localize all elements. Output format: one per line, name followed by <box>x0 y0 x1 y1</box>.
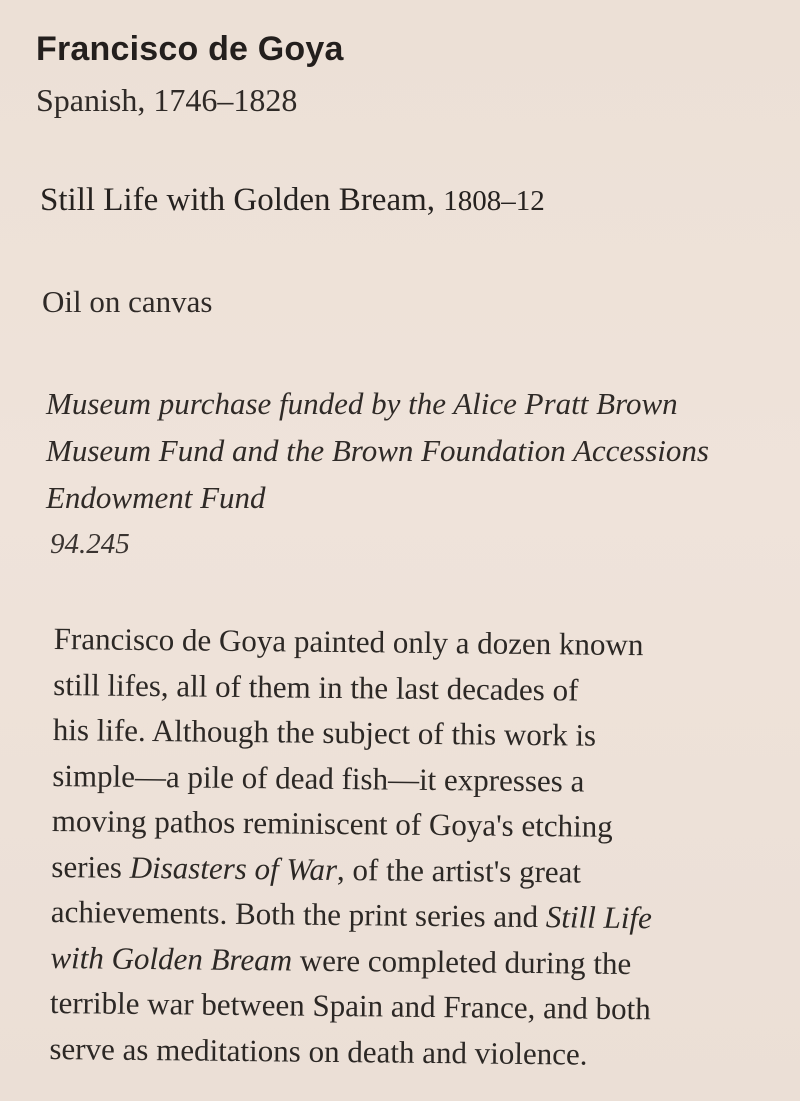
accession-number: 94.245 <box>50 528 130 560</box>
description-line: serve as meditations on death and violence. <box>49 1030 588 1072</box>
artwork-title-italic-part1: Still Life <box>545 899 653 936</box>
description-line: still lifes, all of them in the last decades of <box>53 666 579 707</box>
credit-line-1: Museum purchase funded by the Alice Pratt Brown <box>46 386 678 421</box>
credit-line-3: Endowment Fund <box>46 480 266 515</box>
credit-line <box>46 380 786 521</box>
artwork-date: 1808–12 <box>443 185 545 217</box>
series-title-disasters-of-war: Disasters of War <box>129 849 338 887</box>
artwork-title-italic-part2: with Golden Bream <box>50 939 293 978</box>
description-text: were completed during the <box>291 942 632 981</box>
description-line <box>50 934 790 987</box>
description-line: Francisco de Goya painted only a dozen known <box>53 620 644 663</box>
description-line: simple—a pile of dead fish—it expresses a <box>52 757 585 799</box>
description-text: , of the artist's great <box>336 851 582 890</box>
description-line: moving pathos reminiscent of Goya's etching <box>51 802 613 844</box>
description-paragraph <box>49 616 794 1079</box>
description-line <box>51 889 791 942</box>
description-text: achievements. Both the print series and <box>50 893 547 935</box>
artist-name: Francisco de Goya <box>36 30 344 68</box>
credit-line-2: Museum Fund and the Brown Foundation Accessions <box>46 433 709 468</box>
artwork-title-text: Still Life with Golden Bream, <box>40 182 436 218</box>
description-line <box>51 843 791 896</box>
artwork-medium: Oil on canvas <box>42 284 213 319</box>
description-text: series <box>51 848 130 885</box>
artist-nationality-dates: Spanish, 1746–1828 <box>36 82 298 118</box>
description-line: his life. Although the subject of this work is <box>52 711 597 753</box>
description-line: terrible war between Spain and France, and both <box>49 984 651 1027</box>
artwork-title <box>40 182 545 219</box>
